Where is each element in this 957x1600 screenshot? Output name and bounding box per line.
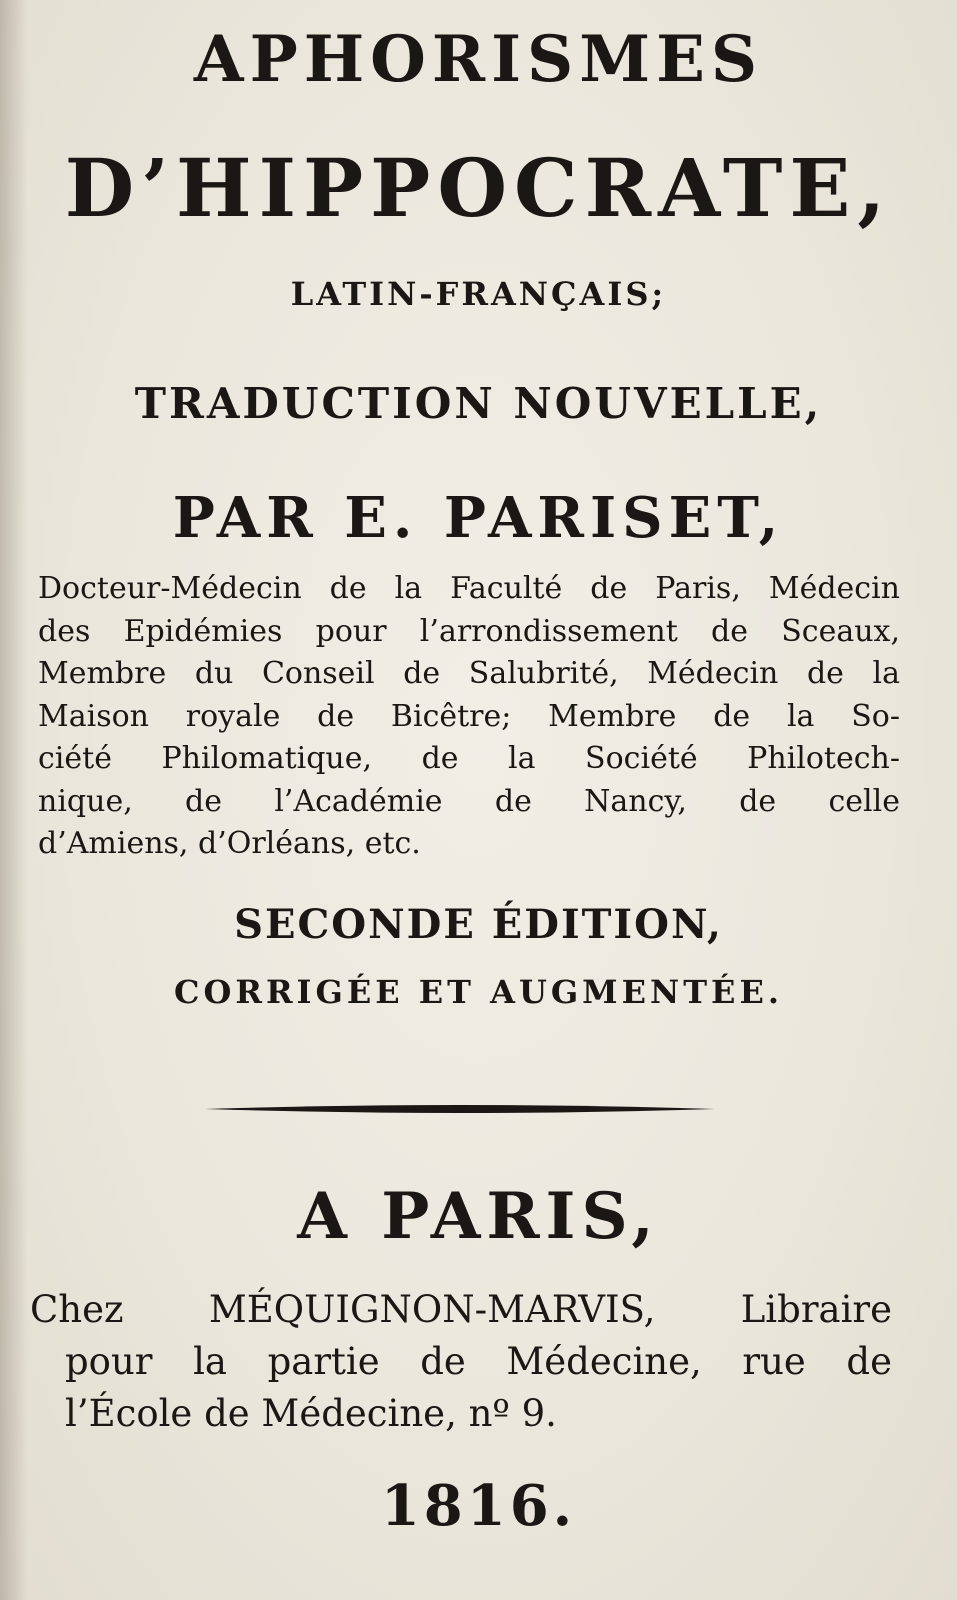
author-line: PAR E. PARISET, [172, 485, 785, 551]
edition-note: CORRIGÉE ET AUGMENTÉE. [174, 973, 783, 1011]
credential-line: ciété Philomatique, de la Société Philotech- [38, 741, 900, 776]
author-credentials [38, 568, 900, 866]
ornamental-rule [205, 1100, 715, 1118]
credential-line: Membre du Conseil de Salubrité, Médecin de la [38, 656, 900, 691]
credential-line: d’Amiens, d’Orléans, etc. [38, 826, 421, 861]
publisher-line: Chez MÉQUIGNON-MARVIS, Libraire [30, 1288, 892, 1331]
title-line-1: APHORISMES [193, 22, 764, 97]
credential-line: Docteur-Médecin de la Faculté de Paris, Médecin [38, 571, 900, 606]
publisher-imprint [30, 1284, 892, 1440]
title-line-2: D’HIPPOCRATE, [64, 141, 893, 235]
edition-line: SECONDE ÉDITION, [234, 901, 723, 948]
translation-line: TRADUCTION NOUVELLE, [134, 379, 823, 428]
binding-shadow [0, 0, 28, 1600]
imprint-city: A PARIS, [297, 1179, 660, 1254]
subtitle: LATIN-FRANÇAIS; [290, 275, 667, 313]
publication-year: 1816. [380, 1473, 577, 1539]
credential-line: des Epidémies pour l’arrondissement de Sceaux, [38, 613, 900, 649]
publisher-line: l’École de Médecine, nº 9. [65, 1392, 557, 1435]
credential-line: Maison royale de Bicêtre; Membre de la So- [38, 698, 900, 734]
publisher-line: pour la partie de Médecine, rue de [65, 1340, 892, 1383]
credential-line: nique, de l’Académie de Nancy, de celle [38, 783, 900, 819]
